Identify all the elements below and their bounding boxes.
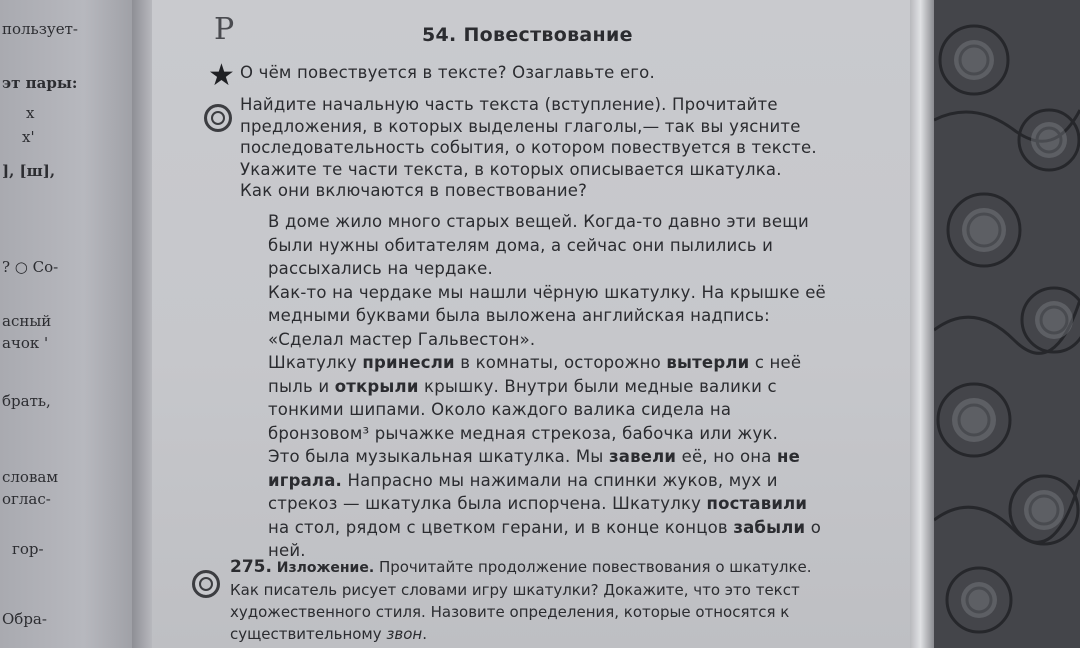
left-fragment: ? ○ Со-	[2, 258, 59, 276]
left-fragment: оглас-	[2, 490, 51, 508]
highlighted-verb: забыли	[733, 517, 806, 537]
story-text	[238, 210, 828, 563]
lace-fabric	[934, 0, 1080, 648]
spiral-icon	[192, 570, 220, 598]
task-line: Как они включаются в повествование?	[240, 181, 588, 200]
exercise-label: Изложение.	[276, 560, 375, 576]
left-fragment: Обра-	[2, 610, 47, 628]
task-instructions	[240, 94, 817, 202]
left-page	[0, 0, 140, 648]
left-fragment: х	[26, 104, 35, 122]
left-fragment: словам	[2, 468, 59, 486]
left-fragment: асный	[2, 312, 52, 330]
left-fragment: брать,	[2, 392, 51, 410]
task-line: Укажите те части текста, в которых описывается шкатулка.	[240, 159, 782, 179]
left-fragment: ачок '	[2, 334, 49, 352]
page-edge	[910, 0, 936, 648]
spiral-icon	[204, 104, 232, 132]
highlighted-verb: завели	[608, 447, 677, 466]
highlighted-verb: открыли	[334, 376, 419, 396]
task-line: последовательность события, о котором повествуется в тексте.	[240, 138, 817, 157]
highlighted-verb: вытерли	[666, 353, 750, 372]
task-line: предложения, в которых выделены глаголы,— так вы уясните	[240, 116, 801, 136]
left-fragment: х'	[22, 128, 35, 146]
highlighted-verb: поставили	[706, 494, 808, 513]
left-fragment: эт пары:	[2, 74, 78, 92]
task-question: О чём повествуется в тексте? Озаглавьте его.	[240, 63, 655, 82]
paragraph: В доме жило много старых вещей. Когда-то давно эти вещи были нужны обитателям дома, а сейчас они пылились и рассыхались на чердаке.	[268, 212, 809, 278]
paragraph: Как-то на чердаке мы нашли чёрную шкатулку. На крышке её медными буквами была выложена английская надпись: «Сделал мастер Гальвестон».	[268, 282, 826, 349]
highlighted-verb: принесли	[362, 353, 455, 372]
left-fragment: пользует-	[2, 20, 78, 38]
star-icon: ★	[208, 58, 235, 93]
paragraph: Это была музыкальная шкатулка. Мы завели её, но она не играла. Напрасно мы нажимали на спинки жуков, мух и стрекоз — шкатулка была испорчена. Шкатулку поставили на стол, рядом с цветком герани, и в конце концов забыли о ней.	[268, 447, 822, 560]
section-mark: Р	[214, 12, 235, 47]
textbook-page	[152, 0, 914, 648]
exercise: 275. Изложение. Прочитайте продолжение повествования о шкатулке. Как писатель рисует словами игру шкатулки? Докажите, что это текст художественного стиля. Назовите определения, которые относятся к существительному звон.	[230, 557, 812, 643]
left-fragment: гор-	[12, 540, 44, 558]
left-fragment: ], [ш],	[2, 162, 56, 180]
lace-pattern	[934, 0, 1080, 648]
exercise-word: звон	[386, 625, 423, 643]
exercise-number: 275.	[230, 557, 272, 577]
task-line: Найдите начальную часть текста (вступление). Прочитайте	[240, 95, 778, 114]
section-title: 54. Повествование	[422, 24, 633, 46]
highlighted-verb: не играла.	[268, 447, 800, 490]
paragraph: Шкатулку принесли в комнаты, осторожно вытерли с неё пыль и открыли крышку. Внутри были медные валики с тонкими шипами. Около каждого валика сидела на бронзовом³ рычажке медная стрекоза, бабочка или жук.	[268, 353, 802, 443]
